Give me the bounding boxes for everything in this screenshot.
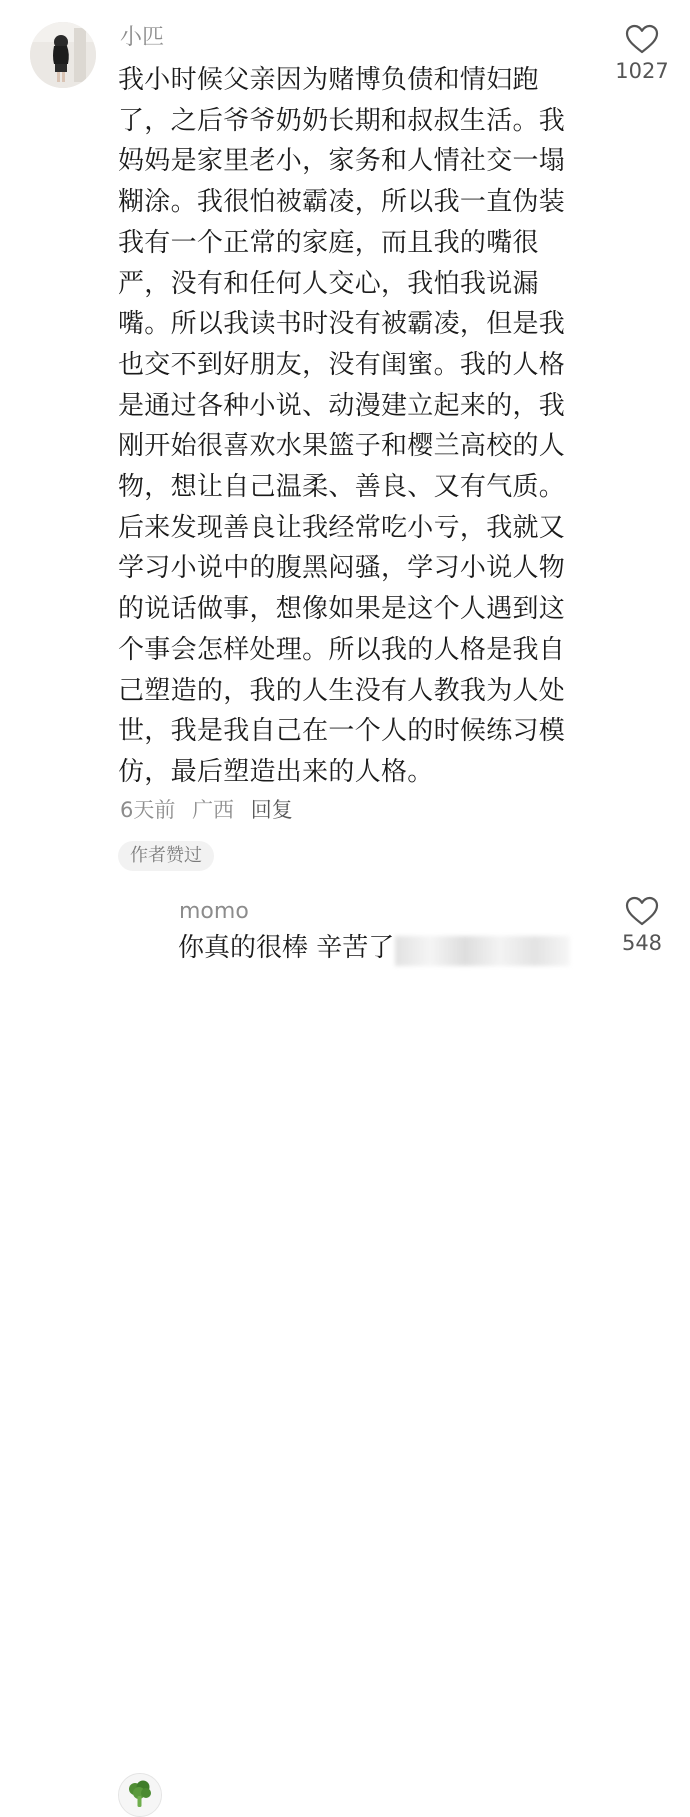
- comment-text: 我小时候父亲因为赌博负债和情妇跑了，之后爷爷奶奶长期和叔叔生活。我妈妈是家里老小，家务和人情社交一塌糊涂。我很怕被霸凌，所以我一直伪装我有一个正常的家庭，而且我的嘴很严，没有和任何人交心，我怕我说漏嘴。所以我读书时没有被霸凌，但是我也交不到好朋友，没有闺蜜。我的人格是通过各种小说、动漫建立起来的，我刚开始很喜欢水果篮子和樱兰高校的人物，想让自己温柔、善良、又有气质。后来发现善良让我经常吃小亏，我就又学习小说中的腹黑闷骚，学习小说人物的说话做事，想像如果是这个人遇到这个事会怎样处理。所以我的人格是我自己塑造的，我的人生没有人教我为人处世，我是我自己在一个人的时候练习模仿，最后塑造出来的人格。: [118, 65, 566, 787]
- author-liked-badge: 作者赞过: [118, 841, 214, 871]
- heart-outline-icon: [625, 896, 659, 926]
- like-button[interactable]: [602, 896, 682, 956]
- like-count: 1027: [615, 59, 669, 83]
- heart-outline-icon: [625, 24, 659, 54]
- comment-time: 6天前: [120, 798, 176, 822]
- comment-text: 你真的很棒 辛苦了: [178, 933, 395, 963]
- user-photo-avatar-icon: [30, 22, 96, 88]
- like-button[interactable]: [602, 24, 682, 84]
- avatar[interactable]: [30, 22, 96, 88]
- comment-location: 广西: [192, 798, 235, 822]
- avatar[interactable]: [118, 1773, 162, 1817]
- like-count: 548: [621, 931, 663, 955]
- reply-button[interactable]: 回复: [250, 798, 293, 822]
- broccoli-avatar-icon: [119, 1774, 161, 1816]
- username[interactable]: momo: [179, 899, 249, 924]
- comment-item: [0, 0, 690, 880]
- username[interactable]: 小匹: [120, 25, 165, 50]
- comment-meta: [120, 796, 303, 824]
- blurred-overlay: [395, 936, 570, 966]
